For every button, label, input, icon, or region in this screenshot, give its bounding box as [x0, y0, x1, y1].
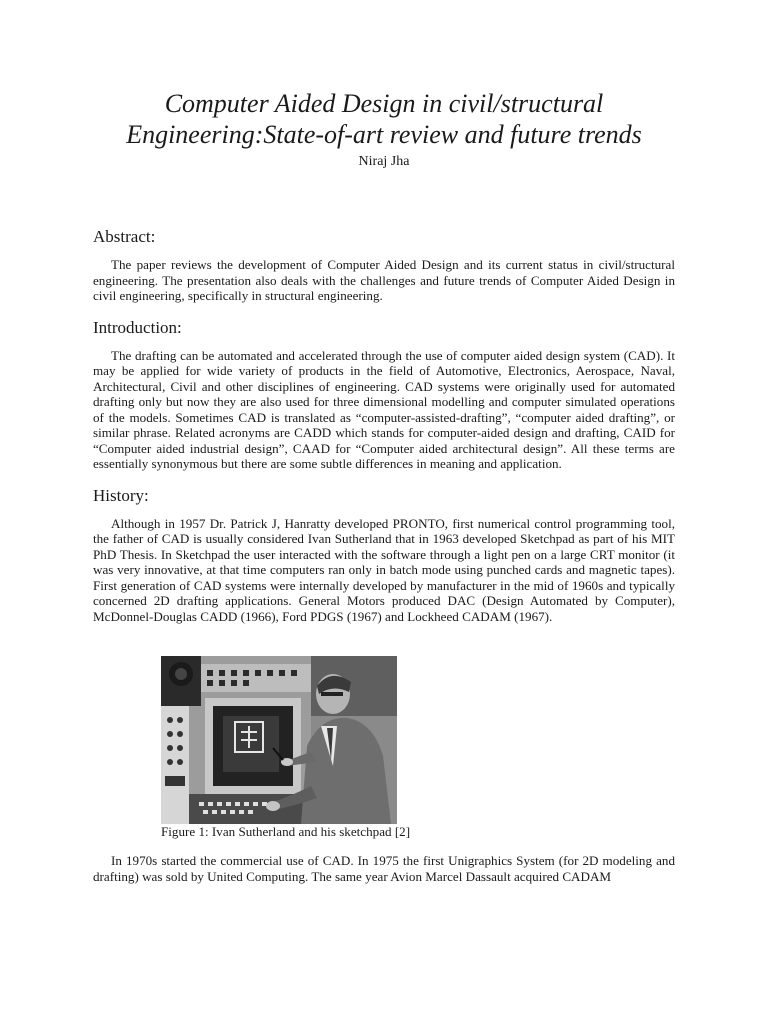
- introduction-heading: Introduction:: [93, 317, 182, 337]
- history-text-continued: In 1970s started the commercial use of CAD. In 1975 the first Unigraphics System (for 2D modeling and drafting) was sold by United Computing. The same year Avion Marcel Dassault acquired CADAM: [93, 853, 675, 884]
- figure-caption: Figure 1: Ivan Sutherland and his sketchpad [2]: [161, 824, 411, 839]
- abstract-text: The paper reviews the development of Computer Aided Design and its current status in civil/structural engineering. The presentation also deals with the challenges and future trends of Computer Aided Design in civil engineering, specifically in structural engineering.: [93, 257, 675, 303]
- introduction-text: The drafting can be automated and accelerated through the use of computer aided design system (CAD). It may be applied for wide variety of products in the field of Automotive, Electronics, Aerospace, Naval, Architectural, Civil and other disciplines of engineering. CAD systems were originally used for automated drafting only but now they are also used for three dimensional modelling and computer simulated operations of the models. Sometimes CAD is translated as “computer-assisted-drafting”, “computer aided drafting”, or similar phrase. Related acronyms are CADD which stands for computer-aided design and drafting, CAID for “Computer aided industrial design”, CAAD for “Computer aided architectural design”. All these terms are essentially synonymous but there are some subtle differences in meaning and application.: [93, 347, 675, 471]
- paper-title: [93, 88, 675, 150]
- sketchpad-photo: [161, 656, 397, 824]
- paper-page: [93, 0, 675, 1024]
- history-heading: History:: [93, 485, 149, 505]
- abstract-heading: Abstract:: [93, 227, 156, 246]
- figure-1: [161, 656, 561, 840]
- author-name: Niraj Jha: [358, 154, 410, 169]
- title-line-2: Engineering:State-of-art review and future trends: [126, 120, 642, 149]
- title-line-1: Computer Aided Design in civil/structural: [164, 89, 604, 118]
- history-text: Although in 1957 Dr. Patrick J, Hanratty developed PRONTO, first numerical control programming tool, the father of CAD is usually considered Ivan Sutherland that in 1963 developed Sketchpad as part of his MIT PhD Thesis. In Sketchpad the user interacted with the software through a light pen on a large CRT monitor (it was very innovative, at that time computers ran only in batch mode using punched cards and magnetic tapes). First generation of CAD systems were internally developed by manufacturer in the mid of 1960s and typically concerned 2D drafting applications. General Motors produced DAC (Design Automated by Computer), McDonnel-Douglas CADD (1966), Ford PDGS (1967) and Lockheed CADAM (1967).: [93, 515, 675, 624]
